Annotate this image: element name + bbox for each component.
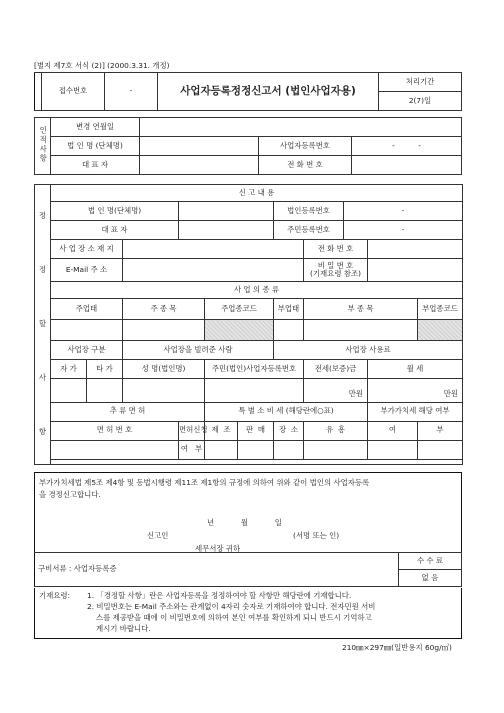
declaration-box — [34, 472, 462, 563]
email-value[interactable] — [123, 258, 304, 281]
corp-name-label-2: 법 인 명(단체명) — [51, 201, 179, 220]
personal-side-label: 인적사항 — [35, 118, 51, 175]
sub-item-value[interactable] — [304, 320, 418, 341]
email-label: E-Mail 주 소 — [51, 258, 123, 281]
declaration-date — [207, 517, 367, 528]
lessor-name-label: 성 명(법인명) — [123, 360, 205, 379]
phone-label-2: 전 화 번 호 — [304, 239, 368, 258]
paper-size: 210㎜×297㎜(일반용지 60g/㎡) — [342, 643, 452, 652]
receipt-no-label: 접수번호 — [42, 73, 105, 111]
entertainment-label — [304, 421, 368, 440]
rented-value[interactable] — [87, 379, 123, 402]
place-char-2: 소 — [290, 425, 298, 435]
correction-table — [34, 184, 463, 465]
license-no-value[interactable] — [51, 440, 179, 459]
vat-no-value[interactable] — [418, 440, 463, 459]
sub-type-value[interactable] — [274, 320, 304, 341]
site-type-label: 사업장 구분 — [51, 341, 123, 360]
place-value[interactable] — [274, 440, 304, 459]
change-date-label: 변경 연월일 — [51, 118, 140, 137]
monthly-value[interactable]: 만원 — [368, 379, 463, 402]
password-note: (기재요령 참조) — [310, 269, 361, 279]
fee-label: 수 수 료 — [399, 553, 462, 570]
biz-location-label: 사 업 장 소 재 지 — [51, 239, 123, 258]
notes-item-2-line-1: 2. 비밀번호는 E-Mail 주소와는 관계없이 4자리 숫자로 기재하여야 합니다. 전자민원 서비 — [87, 602, 376, 611]
main-item-value[interactable] — [123, 320, 205, 341]
corp-name-label: 법 인 명 (단체명) — [51, 137, 140, 156]
biz-reg-no-label: 사업자등록번호 — [259, 137, 352, 156]
sub-item-label: 부 종 목 — [304, 299, 418, 320]
sale-value[interactable] — [238, 440, 274, 459]
phone-value-2[interactable] — [368, 239, 463, 258]
processing-period-value: 2(7)일 — [379, 92, 462, 111]
fee-table — [34, 552, 462, 587]
notes-item-2-line-3: 계시기 바랍니다. — [96, 624, 151, 633]
sub-code-value — [418, 320, 463, 341]
manufacture-char-2: 조 — [223, 425, 231, 435]
rented-label: 타 가 — [87, 360, 123, 379]
form-caption: [별지 제7호 서식 (2)] (2000.3.31. 개정) — [34, 61, 170, 70]
entertainment-value[interactable] — [304, 440, 368, 459]
declaration-line-1: 부가가치세법 제5조 제4항 및 동법시행령 제11조 제1항의 규정에 의하여 위와 같이 법인의 사업자등록 — [39, 478, 370, 487]
sale-label — [238, 421, 274, 440]
report-content-label: 신 고 내 용 — [51, 185, 463, 202]
rep-value[interactable] — [140, 156, 259, 175]
license-apply-label: 면허신청 — [179, 421, 205, 440]
biz-location-value[interactable] — [123, 239, 304, 258]
personal-table — [34, 117, 462, 175]
phone-value[interactable] — [352, 156, 462, 175]
main-type-value[interactable] — [51, 320, 123, 341]
change-date-value[interactable] — [140, 118, 462, 137]
side-char-4: 사 — [38, 373, 47, 383]
license-label: 추 류 면 허 — [51, 402, 205, 421]
notes-label: 기재요령: — [39, 591, 71, 600]
vat-label: 부가가치세 해당 여부 — [368, 402, 463, 421]
rep-label-2: 대 표 자 — [51, 220, 179, 239]
license-no: 부 — [195, 444, 203, 454]
license-no-label: 면 허 번 호 — [51, 421, 179, 440]
resident-no-label: 주민등록번호 — [274, 220, 344, 239]
main-type-label: 주업태 — [51, 299, 123, 320]
lessor-name-value[interactable] — [123, 379, 205, 402]
date-month: 월 — [240, 518, 248, 527]
declaration-line-2: 을 경정신고합니다. — [39, 490, 101, 499]
place-char-1: 장 — [279, 425, 287, 435]
monthly-label: 월 세 — [368, 360, 463, 379]
deposit-label: 전세(보증)금 — [304, 360, 368, 379]
notes-item-1: 1. 「경정할 사항」란은 사업자등록을 정정하여야 할 사항만 해당란에 기재합니다. — [87, 591, 352, 600]
corp-name-value[interactable] — [140, 137, 259, 156]
side-char-3: 할 — [38, 319, 47, 329]
business-type-label: 사 업 의 종 류 — [51, 282, 463, 299]
header-table — [34, 72, 462, 111]
place-label — [274, 421, 304, 440]
owned-value[interactable] — [51, 379, 87, 402]
vat-yes-value[interactable] — [368, 440, 418, 459]
owned-label: 자 가 — [51, 360, 87, 379]
corp-name-value-2[interactable] — [179, 201, 274, 220]
rep-label: 대 표 자 — [51, 156, 140, 175]
sale-char-2: 매 — [257, 425, 265, 435]
manufacture-char-1: 제 — [211, 425, 219, 435]
notes-box — [34, 588, 462, 639]
sub-type-label: 부업태 — [274, 299, 304, 320]
lessor-id-value[interactable] — [205, 379, 304, 402]
correction-side-label — [35, 185, 51, 465]
sign-label[interactable]: (서명 또는 인) — [293, 531, 340, 540]
side-char-5: 항 — [38, 427, 47, 437]
date-day: 일 — [274, 518, 282, 527]
license-yn[interactable] — [179, 440, 205, 459]
rep-value-2[interactable] — [179, 220, 274, 239]
manufacture-label — [205, 421, 238, 440]
site-fee-label: 사업장 사용료 — [274, 341, 463, 360]
form-title: 사업자등록정정신고서 (법인사업자용) — [158, 73, 379, 111]
password-value[interactable] — [368, 258, 463, 281]
main-code-value — [205, 320, 274, 341]
lessor-label: 사업장을 빌려준 사람 — [123, 341, 274, 360]
corp-reg-no-value[interactable]: - — [344, 201, 463, 220]
entertainment-char-2: 흥 — [337, 425, 345, 435]
side-char-2: 정 — [38, 265, 47, 275]
sub-code-label: 부업종코드 — [418, 299, 463, 320]
side-char-1: 정 — [38, 211, 47, 221]
password-label-text: 비 밀 번 호 — [317, 260, 354, 270]
notes-item-2-line-2: 스를 제공받을 때에 이 비밀번호에 의하여 본인 여부를 확인하게 되니 반드시 기억하고 — [96, 613, 372, 622]
lessor-id-label: 주민(법인)사업자등록번호 — [205, 360, 304, 379]
applicant-label: 신고인 — [147, 531, 169, 540]
vat-no-label: 부 — [418, 421, 463, 440]
corp-reg-no-label: 법인등록번호 — [274, 201, 344, 220]
main-code-label: 주업종코드 — [205, 299, 274, 320]
recipient-label: 세무서장 귀하 — [195, 544, 241, 553]
password-label — [304, 258, 368, 281]
sale-char-1: 판 — [246, 425, 254, 435]
main-item-label: 주 종 목 — [123, 299, 205, 320]
vat-yes-label: 여 — [368, 421, 418, 440]
biz-reg-no-value[interactable]: - - — [352, 137, 462, 156]
entertainment-char-1: 유 — [326, 425, 334, 435]
required-docs: 구비서류 : 사업자등록증 — [35, 553, 399, 587]
deposit-value[interactable]: 만원 — [304, 379, 368, 402]
receipt-no-value: - — [105, 73, 158, 111]
special-tax-label: 특 별 소 비 세 (해당란에○표) — [205, 402, 368, 421]
phone-label: 전 화 번 호 — [259, 156, 352, 175]
manufacture-value[interactable] — [205, 440, 238, 459]
date-year: 년 — [207, 518, 215, 527]
resident-no-value[interactable]: - — [344, 220, 463, 239]
processing-period-label: 처리기간 — [379, 73, 462, 92]
fee-value: 없 음 — [399, 570, 462, 587]
license-yes: 여 — [180, 444, 188, 454]
